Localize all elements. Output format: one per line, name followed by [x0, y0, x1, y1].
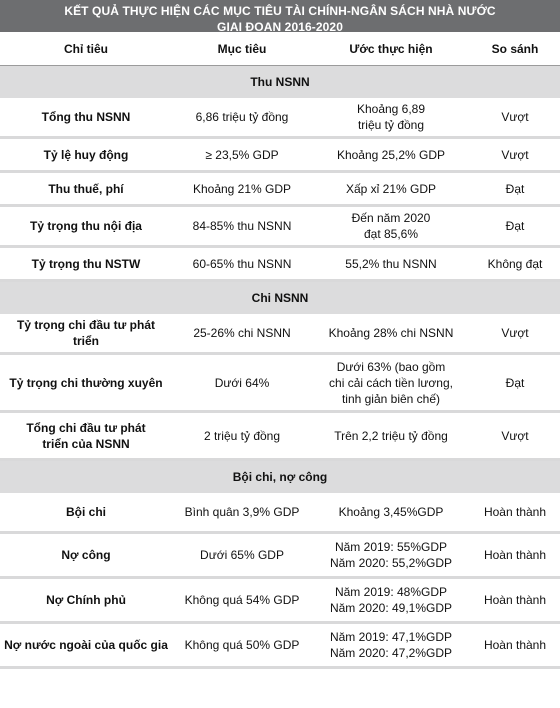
section-title: Bội chi, nợ công — [0, 460, 560, 494]
comparison-cell: Hoàn thành — [470, 533, 560, 578]
target-cell — [172, 578, 312, 623]
header-row — [0, 32, 560, 66]
indicator-line: Tỷ trọng chi thường xuyên — [9, 375, 163, 390]
header-comparison: So sánh — [470, 32, 560, 66]
comparison-cell: Đạt — [470, 172, 560, 206]
comparison-cell: Đạt — [470, 354, 560, 412]
target-cell — [172, 172, 312, 206]
estimate-line: Năm 2019: 55%GDP — [334, 540, 448, 554]
indicator-line: Tỷ trọng thu NSTW — [31, 256, 141, 271]
comparison-cell: Hoàn thành — [470, 493, 560, 533]
estimate-line: triệu tỷ đồng — [357, 118, 425, 132]
target-cell — [172, 493, 312, 533]
table-row — [0, 247, 560, 281]
indicator-line: Nợ công — [61, 548, 111, 562]
estimate-line: đạt 85,6% — [363, 227, 419, 241]
indicator-line: Thu thuế, phí — [48, 181, 124, 196]
target-cell — [172, 206, 312, 247]
indicator-line: Nợ nước ngoài của quốc gia — [4, 638, 168, 652]
section-row — [0, 460, 560, 494]
table-row — [0, 314, 560, 354]
target-line: Dưới 65% GDP — [200, 548, 284, 562]
target-cell — [172, 138, 312, 172]
target-cell — [172, 314, 312, 354]
comparison-cell: Không đạt — [470, 247, 560, 281]
header-target: Mục tiêu — [172, 32, 312, 66]
table-row — [0, 138, 560, 172]
estimate-cell — [312, 623, 470, 668]
section-title: Thu NSNN — [0, 66, 560, 99]
target-line: ≥ 23,5% GDP — [205, 147, 279, 162]
target-line: Khoảng 21% GDP — [192, 181, 292, 196]
indicator-cell — [0, 412, 172, 460]
estimate-cell — [312, 138, 470, 172]
estimate-cell — [312, 533, 470, 578]
comparison-cell: Đạt — [470, 206, 560, 247]
table-row — [0, 172, 560, 206]
estimate-line: Khoảng 6,89 — [356, 102, 426, 116]
indicator-cell — [0, 623, 172, 668]
comparison-cell: Hoàn thành — [470, 578, 560, 623]
title-line-1: KẾT QUẢ THỰC HIỆN CÁC MỤC TIÊU TÀI CHÍNH-NGÂN SÁCH NHÀ NƯỚC — [64, 4, 496, 18]
indicator-cell — [0, 314, 172, 354]
section-row — [0, 66, 560, 99]
results-table — [0, 32, 560, 669]
table-row — [0, 206, 560, 247]
target-cell — [172, 247, 312, 281]
section-title: Chi NSNN — [0, 281, 560, 315]
indicator-cell — [0, 138, 172, 172]
target-cell — [172, 412, 312, 460]
table-row — [0, 354, 560, 412]
estimate-cell — [312, 578, 470, 623]
table-row — [0, 623, 560, 668]
estimate-line: Dưới 63% (bao gồm — [336, 359, 446, 374]
target-cell — [172, 354, 312, 412]
target-line: 6,86 triệu tỷ đồng — [195, 110, 289, 124]
target-line: Không quá 50% GDP — [184, 638, 300, 652]
indicator-line: Tỷ trọng thu nội địa — [30, 219, 142, 233]
indicator-line: Nợ Chính phủ — [46, 593, 126, 607]
indicator-cell — [0, 206, 172, 247]
estimate-line: 55,2% thu NSNN — [345, 256, 437, 271]
estimate-cell — [312, 98, 470, 138]
indicator-line: triển của NSNN — [42, 436, 130, 451]
target-cell — [172, 623, 312, 668]
target-line: Bình quân 3,9% GDP — [184, 505, 300, 519]
indicator-line: Bội chi — [65, 505, 106, 519]
table-row — [0, 98, 560, 138]
estimate-line: Khoảng 3,45%GDP — [338, 505, 444, 519]
target-line: Dưới 64% — [214, 375, 270, 390]
indicator-cell — [0, 172, 172, 206]
estimate-line: Năm 2020: 55,2%GDP — [329, 556, 453, 570]
estimate-line: Xấp xỉ 21% GDP — [345, 181, 437, 196]
indicator-line: Tỷ lệ huy động — [43, 147, 129, 162]
table-row — [0, 493, 560, 533]
section-row — [0, 281, 560, 315]
table-row — [0, 578, 560, 623]
estimate-line: chi cải cách tiền lương, — [329, 375, 453, 390]
target-line: 25-26% chi NSNN — [193, 326, 291, 340]
indicator-line: Tổng thu NSNN — [41, 110, 131, 124]
target-line: 2 triệu tỷ đồng — [203, 428, 281, 443]
comparison-cell: Vượt — [470, 138, 560, 172]
estimate-cell — [312, 354, 470, 412]
estimate-cell — [312, 493, 470, 533]
target-line: 60-65% thu NSNN — [192, 256, 292, 271]
table-row — [0, 533, 560, 578]
estimate-line: tinh giản biên chế) — [341, 391, 441, 406]
estimate-cell — [312, 172, 470, 206]
comparison-cell: Hoàn thành — [470, 623, 560, 668]
target-cell — [172, 533, 312, 578]
header-estimate: Ước thực hiện — [312, 32, 470, 66]
indicator-cell — [0, 533, 172, 578]
table-body — [0, 66, 560, 668]
estimate-cell — [312, 247, 470, 281]
estimate-cell — [312, 206, 470, 247]
title-line-2: GIAI ĐOẠN 2016-2020 — [217, 20, 343, 34]
estimate-cell — [312, 412, 470, 460]
indicator-line: Tổng chi đầu tư phát — [26, 420, 146, 435]
comparison-cell: Vượt — [470, 314, 560, 354]
target-cell — [172, 98, 312, 138]
indicator-cell — [0, 354, 172, 412]
header-indicator: Chỉ tiêu — [0, 32, 172, 66]
target-line: 84-85% thu NSNN — [192, 219, 292, 233]
estimate-cell — [312, 314, 470, 354]
indicator-cell — [0, 493, 172, 533]
estimate-line: Đến năm 2020 — [351, 211, 431, 225]
comparison-cell: Vượt — [470, 412, 560, 460]
table-title — [0, 0, 560, 32]
estimate-line: Năm 2020: 49,1%GDP — [329, 601, 453, 615]
indicator-cell — [0, 247, 172, 281]
table-row — [0, 412, 560, 460]
estimate-line: Năm 2019: 48%GDP — [334, 585, 448, 599]
comparison-cell: Vượt — [470, 98, 560, 138]
estimate-line: Khoảng 28% chi NSNN — [328, 326, 454, 340]
estimate-line: Khoảng 25,2% GDP — [336, 147, 446, 162]
indicator-cell — [0, 578, 172, 623]
indicator-cell — [0, 98, 172, 138]
target-line: Không quá 54% GDP — [184, 593, 300, 607]
estimate-line: Năm 2019: 47,1%GDP — [329, 630, 453, 644]
indicator-line: Tỷ trọng chi đầu tư phát triển — [16, 318, 156, 348]
estimate-line: Năm 2020: 47,2%GDP — [329, 646, 453, 660]
estimate-line: Trên 2,2 triệu tỷ đồng — [334, 428, 448, 443]
